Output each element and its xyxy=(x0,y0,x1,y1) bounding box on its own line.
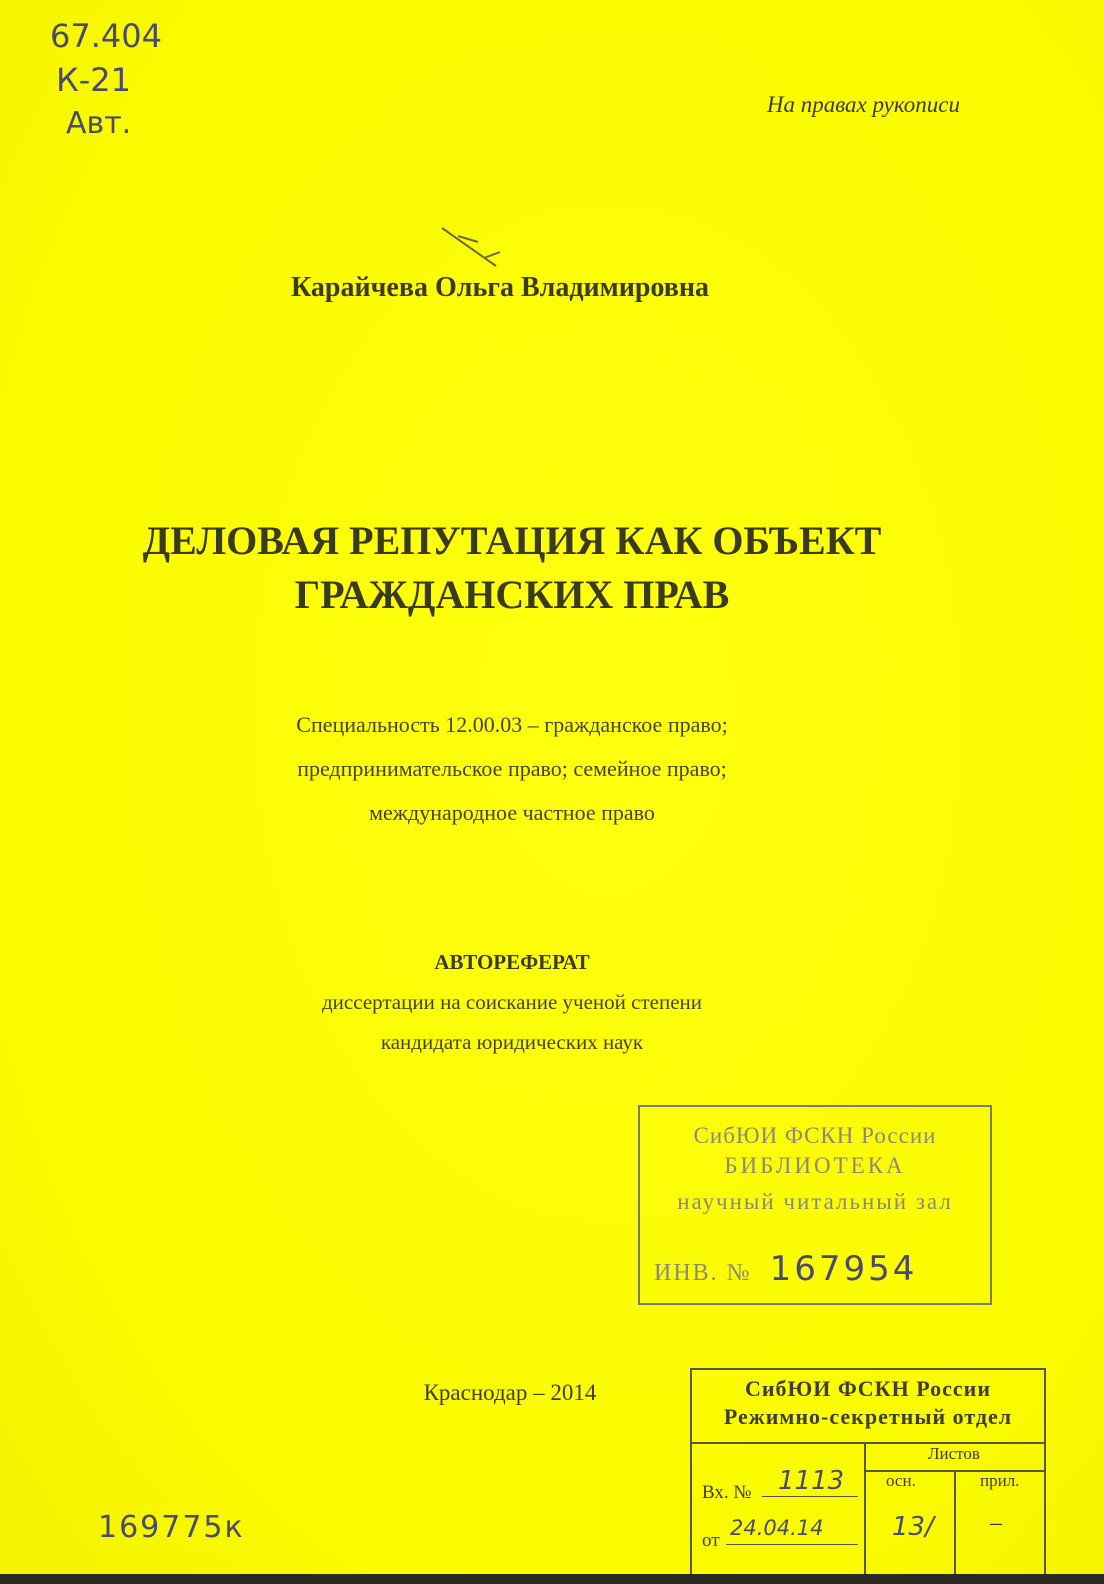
secret-stamp-date-value: 24.04.14 xyxy=(730,1516,824,1540)
specialty-block xyxy=(0,703,1024,835)
handwritten-code-line-3: Авт. xyxy=(66,106,132,141)
abstract-heading: АВТОРЕФЕРАТ xyxy=(434,950,590,974)
pencil-mark-icon xyxy=(438,222,508,272)
secret-department-stamp xyxy=(690,1368,1046,1580)
library-stamp-line-3: научный читальный зал xyxy=(677,1189,953,1214)
title-line-2: ГРАЖДАНСКИХ ПРАВ xyxy=(294,572,730,617)
specialty-line-3: международное частное право xyxy=(369,800,655,825)
specialty-line-1: Специальность 12.00.03 – гражданское право; xyxy=(296,712,728,737)
secret-stamp-incoming-number: 1113 xyxy=(778,1466,845,1496)
abstract-line-2: кандидата юридических наук xyxy=(380,1030,644,1054)
secret-stamp-date-label: от xyxy=(702,1530,720,1551)
library-stamp-inv-label: ИНВ. № xyxy=(654,1260,752,1286)
handwritten-code xyxy=(50,14,162,146)
scan-bottom-edge xyxy=(0,1574,1104,1584)
author-name: Карайчева Ольга Владимировна xyxy=(290,272,709,303)
handwritten-code-line-1: 67.404 xyxy=(50,17,162,55)
secret-stamp-main-value: 13/ xyxy=(892,1512,934,1542)
abstract-line-1: диссертации на соискание ученой степени xyxy=(322,990,702,1014)
specialty-line-2: предпринимательское право; семейное право; xyxy=(297,756,727,781)
secret-stamp-incoming-label: Вх. № xyxy=(702,1482,752,1503)
library-stamp-line-1: СибЮИ ФСКН России xyxy=(693,1123,937,1148)
library-stamp-line-2: БИБЛИОТЕКА xyxy=(724,1153,906,1178)
secret-stamp-divider xyxy=(692,1442,1044,1444)
secret-stamp-line-1: СибЮИ ФСКН России xyxy=(744,1376,992,1401)
document-title xyxy=(0,514,1024,622)
title-line-1: ДЕЛОВАЯ РЕПУТАЦИЯ КАК ОБЪЕКТ xyxy=(142,518,882,563)
secret-stamp-attach-value: – xyxy=(990,1510,1002,1536)
handwritten-inventory-number: 169775к xyxy=(98,1510,245,1545)
secret-stamp-column-divider xyxy=(864,1442,866,1578)
library-stamp xyxy=(638,1105,992,1305)
secret-stamp-sheets-label: Листов xyxy=(928,1444,980,1463)
library-stamp-inv-row xyxy=(654,1249,917,1289)
library-stamp-inv-number: 167954 xyxy=(769,1249,918,1289)
rights-notice: На правах рукописи xyxy=(766,92,960,117)
city-year: Краснодар – 2014 xyxy=(423,1380,597,1405)
secret-stamp-subcolumn-divider xyxy=(954,1470,956,1578)
handwritten-code-line-2: К-21 xyxy=(56,61,131,99)
secret-stamp-date-underline xyxy=(726,1544,858,1545)
abstract-block xyxy=(0,942,1024,1062)
secret-stamp-incoming-underline xyxy=(762,1496,858,1497)
secret-stamp-col-attach: прил. xyxy=(980,1471,1020,1490)
secret-stamp-col-main: осн. xyxy=(886,1471,916,1490)
secret-stamp-line-2: Режимно-секретный отдел xyxy=(723,1404,1013,1429)
